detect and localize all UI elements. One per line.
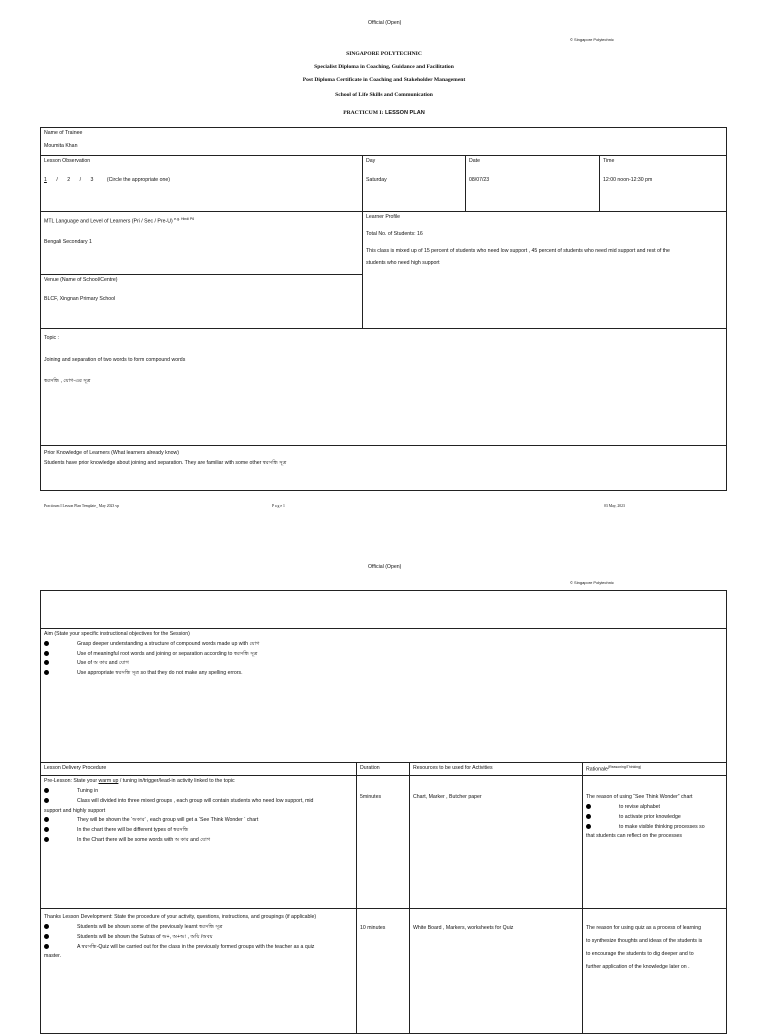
bullet-icon [44, 670, 49, 675]
development-intro: Thanks Lesson Development: State the procedure of your activity, questions, instructions, and groupings (if applicable) [44, 914, 317, 921]
classification-label: Official (Open) [368, 20, 402, 26]
practicum-prefix: PRACTICUM I: [343, 110, 384, 116]
trainee-label: Name of Trainee [44, 130, 83, 136]
pre-lesson-item-text: In the chart there will be different types of স্বরসন্ধি [77, 827, 189, 834]
development-item-text: Students will be shown the Sutras of অ+, অ+আ , অয়ি /অবয় [77, 933, 213, 940]
observation-option-3: 3 [90, 176, 94, 183]
course-title-1: Specialist Diploma in Coaching, Guidance and Facilitation [314, 64, 454, 70]
bullet-icon [586, 804, 591, 809]
bullet-icon [44, 827, 49, 832]
pre-lesson-intro-b: / tuning in/trigger/lead-in activity linked to the topic [119, 778, 235, 785]
pre-lesson-item [44, 837, 353, 844]
bullet-icon [44, 788, 49, 793]
bullet-icon [44, 934, 49, 939]
aim-item [44, 651, 723, 658]
development-resources-cell [410, 909, 583, 1034]
bullet-icon [44, 817, 49, 822]
prior-knowledge-cell [41, 446, 727, 491]
rationale-item-text: to activate prior knowledge [619, 813, 681, 820]
topic-value: Joining and separation of two words to form compound words [44, 356, 186, 363]
col-header-duration: Duration [357, 763, 410, 776]
prior-label: Prior Knowledge of Learners (What learners already know) [44, 450, 179, 456]
institution-title: SINGAPORE POLYTECHNIC [346, 51, 422, 57]
pre-lesson-item [44, 788, 353, 795]
rationale-item-text: to make visible thinking processes so [619, 823, 705, 830]
aim-label: Aim (State your specific instructional objectives for the Session) [44, 631, 190, 637]
practicum-title [0, 110, 768, 116]
aim-cell [41, 629, 727, 763]
footer-date: 03 May, 2023 [604, 504, 625, 508]
day-label: Day [366, 158, 376, 164]
bullet-icon [44, 798, 49, 803]
pre-lesson-item-text: They will be shown the ‘অকার’ , each group will get a ‘See Think Wonder ‘ chart [77, 817, 259, 824]
development-wrap: master. [44, 953, 62, 960]
rationale-item [586, 824, 723, 831]
day-value: Saturday [366, 176, 387, 183]
pre-lesson-intro [44, 778, 353, 785]
observation-option-1: 1 [44, 176, 47, 183]
development-item-text: A স্বরসন্ধি-Quiz will be carried out for the class in the previously formed groups with the teacher as a quiz [77, 943, 315, 950]
pre-lesson-item-text: Tuning in [77, 788, 99, 795]
mtl-sup: e.g. Hindi P6 [174, 217, 195, 221]
aim-item [44, 670, 723, 677]
venue-label: Venue (Name of School/Centre) [44, 277, 118, 283]
rationale-item-text: to revise alphabet [619, 804, 660, 811]
development-duration: 10 minutes [360, 925, 386, 932]
trainee-value: Moumita Khan [44, 142, 78, 149]
day-cell [363, 156, 466, 212]
copyright-label-2: © Singapore Polytechnic [570, 580, 614, 585]
learner-profile-cell [363, 212, 727, 329]
mtl-value: Bengali Secondary 1 [44, 239, 92, 246]
footer-page: P a g e 1 [272, 504, 285, 508]
pre-lesson-duration: 5minutes [360, 794, 382, 801]
rationale-item [586, 804, 723, 811]
observation-option-2: 2 [67, 176, 71, 183]
development-rationale-cell [583, 909, 727, 1034]
development-item [44, 934, 353, 941]
pre-lesson-intro-a: Pre-Lesson: State your [44, 778, 98, 785]
aim-item-text: Grasp deeper understanding a structure of compound words made up with যোগ [77, 640, 260, 647]
learner-total: Total No. of Students: 16 [366, 230, 423, 237]
course-title-2: Post Diploma Certificate in Coaching and Stakeholder Management [302, 77, 466, 83]
mtl-label [44, 217, 359, 225]
development-rationale-line: The reason for using quiz as a process of learning [586, 925, 702, 932]
bullet-icon [44, 660, 49, 665]
time-label: Time [603, 158, 615, 164]
learner-desc-2: students who need high support [366, 260, 440, 267]
development-resources: White Board , Markers, worksheets for Quiz [413, 925, 514, 932]
topic-label: Topic : [44, 335, 59, 341]
development-rationale-line: to encourage the students to dig deeper and to [586, 950, 694, 957]
rationale-header-text: Rationale [586, 766, 608, 773]
pre-lesson-item-text: In the Chart there will be some words with অ কার and যোগ [77, 836, 211, 843]
col-header-resources: Resources to be used for Activities [410, 763, 583, 776]
observation-label: Lesson Observation [44, 158, 91, 164]
practicum-suffix: LESSON PLAN [385, 110, 425, 116]
mtl-cell [41, 212, 363, 275]
topic-cell [41, 329, 727, 446]
bullet-icon [44, 944, 49, 949]
observation-instruction: (Circle the appropriate one) [106, 176, 170, 183]
development-item [44, 924, 353, 931]
time-cell [600, 156, 727, 212]
pre-lesson-intro-underlined: warm up [98, 778, 119, 785]
learner-desc-1: This class is mixed up of 15 percent of students who need low support , 45 percent of students who need mid support and rest of the [366, 247, 670, 254]
bullet-icon [44, 837, 49, 842]
footer-left: Practicum I Lesson Plan Template_ May 2023 vp [44, 504, 120, 508]
pre-lesson-resources: Chart, Marker , Butcher paper [413, 794, 482, 801]
topic-bengali: স্বরসন্ধি , যোগ-এর সূত্র [44, 377, 91, 384]
rationale-intro: The reason of using “See Think Wonder” chart [586, 794, 693, 801]
aim-item-text: Use appropriate স্বরসন্ধি সূত্র so that they do not make any spelling errors. [77, 670, 243, 676]
mtl-label-text: MTL Language and Level of Learners (Pri / Sec / Pre-U) [44, 218, 173, 225]
pre-lesson-resources-cell [410, 776, 583, 909]
trainee-cell [41, 128, 727, 156]
development-item-text: Students will be shown some of the previously learnt স্বরসন্ধি সূত্র [77, 924, 223, 931]
date-label: Date [469, 158, 480, 164]
rationale-header-sup: (Reasoning/Thinking) [607, 765, 642, 769]
bullet-icon [586, 824, 591, 829]
development-duration-cell [357, 909, 410, 1034]
col-header-procedure: Lesson Delivery Procedure [41, 763, 357, 776]
learner-profile-label: Learner Profile [366, 214, 401, 220]
date-value: 08/07/23 [469, 176, 490, 183]
observation-cell [41, 156, 363, 212]
aim-item-text: Use of অ কার and যোগ [77, 660, 129, 667]
col-header-rationale [583, 763, 727, 776]
lesson-plan-table-2 [40, 590, 727, 1034]
development-item [44, 944, 353, 951]
development-rationale-line: to synthesize thoughts and ideas of the students is [586, 938, 703, 945]
pre-lesson-item [44, 798, 353, 805]
lesson-plan-table-1 [40, 127, 727, 491]
observation-options: 1 / 2 / 3 (Circle the appropriate one) [44, 176, 170, 183]
rationale-wrap: that students can reflect on the processes [586, 833, 683, 840]
bullet-icon [44, 641, 49, 646]
date-cell [466, 156, 600, 212]
development-rationale-line: further application of the knowledge later on . [586, 963, 690, 970]
pre-lesson-rationale-cell [583, 776, 727, 909]
pre-lesson-duration-cell [357, 776, 410, 909]
blank-row [41, 591, 727, 629]
copyright-label: © Singapore Polytechnic [570, 37, 614, 42]
classification-label-2: Official (Open) [368, 564, 402, 570]
pre-lesson-item-text: Class will divided into three mixed groups , each group will contain students who need low support, mid [77, 797, 314, 804]
bullet-icon [586, 814, 591, 819]
pre-lesson-wrap: support and highly support [44, 807, 106, 814]
aim-item-text: Use of meaningful root words and joining or separation according to স্বরসন্ধি সূত্র [77, 650, 258, 657]
venue-cell [41, 275, 363, 329]
bullet-icon [44, 924, 49, 929]
pre-lesson-item [44, 827, 353, 834]
venue-value: BLCF, Xingnan Primary School [44, 295, 116, 302]
pre-lesson-item [44, 817, 353, 824]
aim-item [44, 641, 723, 648]
development-cell [41, 909, 357, 1034]
prior-value: Students have prior knowledge about joining and separation. They are familiar with some other স্বরসন্ধি সূত্র [44, 459, 287, 466]
time-value: 12:00 noon-12:30 pm [603, 176, 653, 183]
school-title: School of Life Skills and Communication [335, 92, 433, 98]
aim-item [44, 660, 723, 667]
bullet-icon [44, 651, 49, 656]
pre-lesson-cell [41, 776, 357, 909]
rationale-item [586, 814, 723, 821]
